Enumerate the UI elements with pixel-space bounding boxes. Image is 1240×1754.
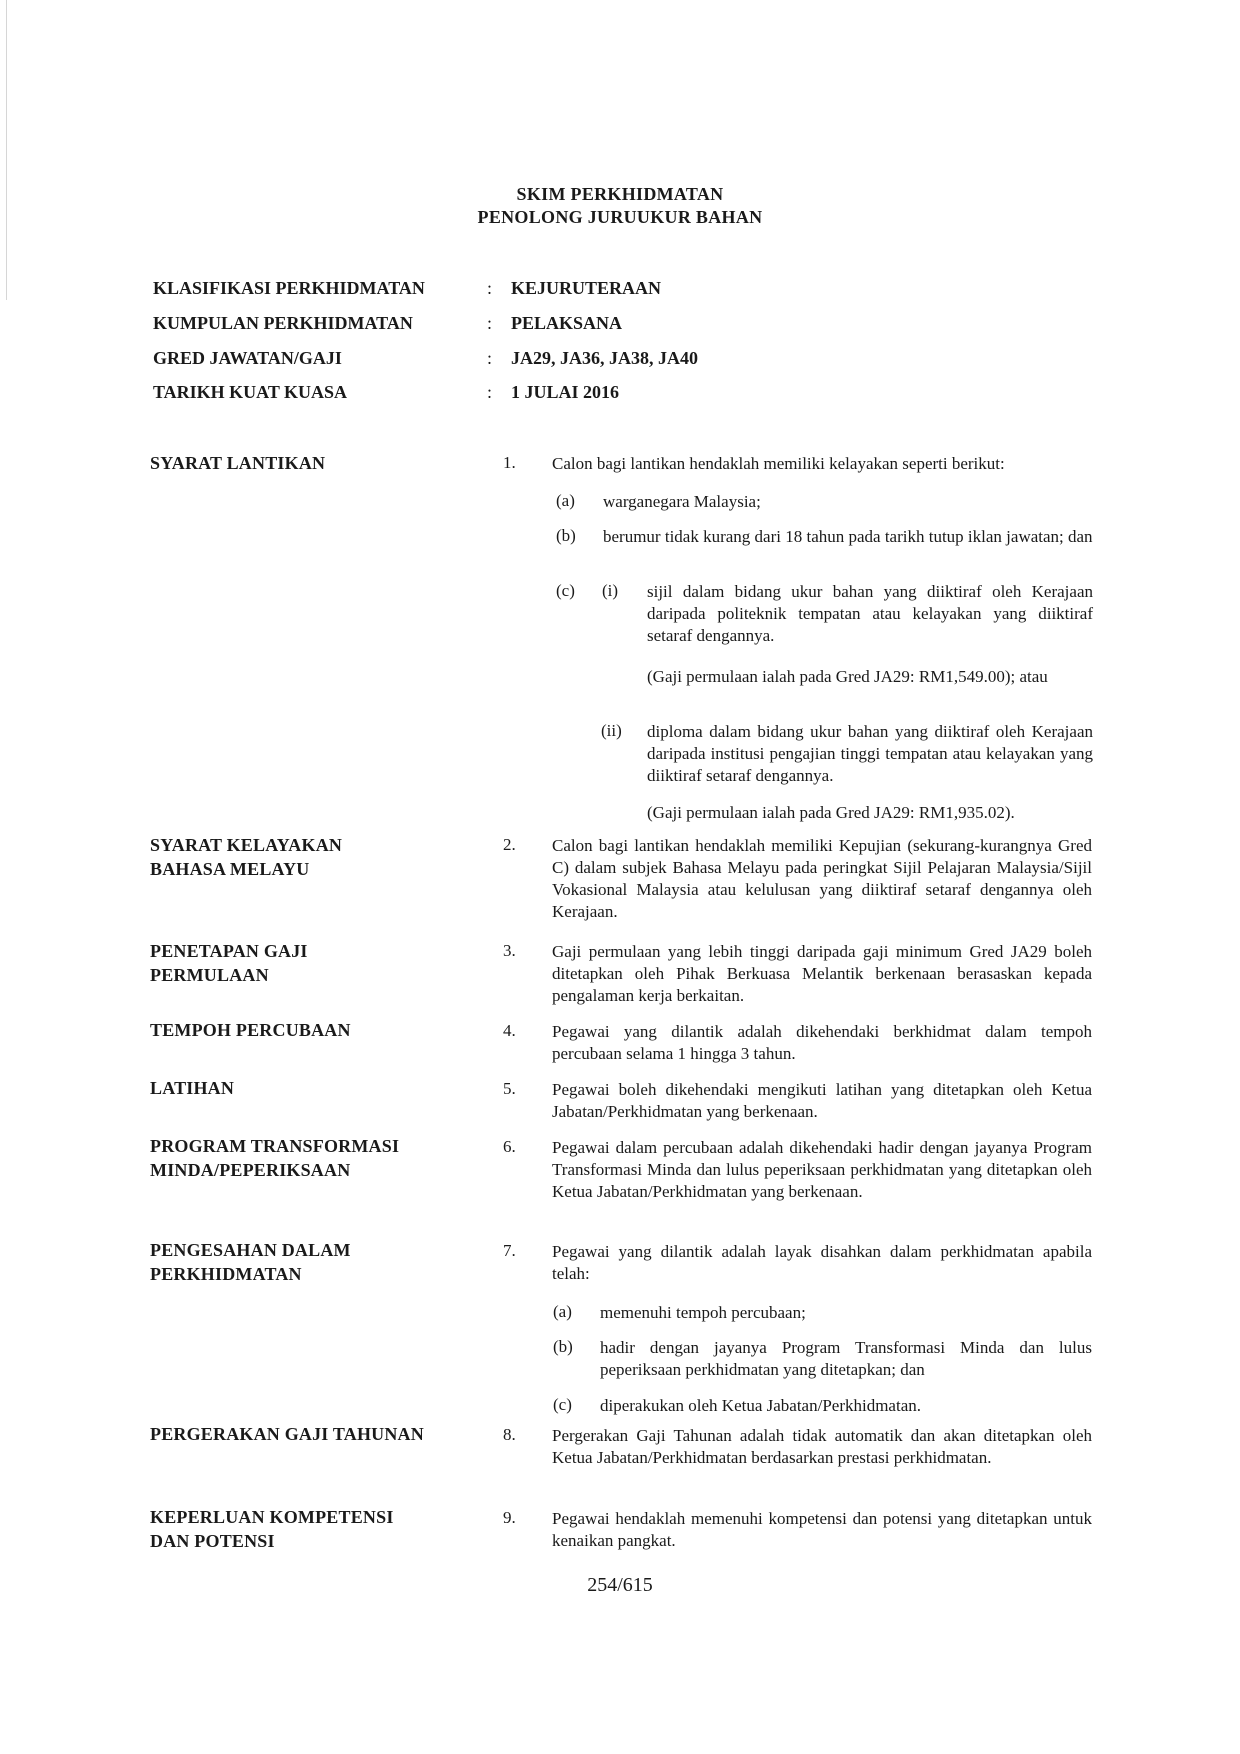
info-value: PELAKSANA (511, 313, 623, 333)
section-label-keperluan-kompetensi (150, 1505, 460, 1553)
section-label-line: SYARAT KELAYAKAN (150, 835, 343, 855)
page-number: 254/615 (587, 1574, 653, 1596)
list-marker: (a) (553, 1302, 572, 1321)
salary-note: (Gaji permulaan ialah pada Gred JA29: RM1,549.00); atau (647, 667, 1048, 686)
list-marker: (c) (553, 1395, 572, 1414)
section-label-latihan: LATIHAN (150, 1078, 235, 1098)
section-label-pengesahan (150, 1238, 460, 1286)
section-label-pergerakan-gaji: PERGERAKAN GAJI TAHUNAN (150, 1424, 424, 1444)
list-item-text: warganegara Malaysia; (603, 492, 761, 511)
info-colon: : (487, 278, 493, 298)
section-label-penetapan-gaji (150, 939, 460, 987)
section-number: 8. (503, 1425, 516, 1444)
section-number: 6. (503, 1137, 516, 1156)
info-label: GRED JAWATAN/GAJI (153, 348, 342, 368)
info-colon: : (487, 382, 493, 402)
list-marker: (b) (553, 1337, 573, 1356)
list-marker: (a) (556, 491, 575, 510)
list-item-text: hadir dengan jayanya Program Transformasi Minda dan lulus peperiksaan perkhidmatan yang ditetapkan; dan (600, 1338, 1092, 1379)
section-number: 2. (503, 835, 516, 854)
section-label-line: DAN POTENSI (150, 1531, 275, 1551)
list-marker: (c) (556, 581, 575, 600)
section-text: Pegawai hendaklah memenuhi kompetensi dan potensi yang ditetapkan untuk kenaikan pangkat. (552, 1509, 1092, 1550)
section-label-line: PENETAPAN GAJI (150, 941, 308, 961)
section-label-syarat-kelayakan (150, 833, 460, 881)
section-label-program-transformasi (150, 1134, 460, 1182)
section-number: 5. (503, 1079, 516, 1098)
list-item-text: berumur tidak kurang dari 18 tahun pada tarikh tutup iklan jawatan; dan (603, 527, 1093, 546)
section-text: Pergerakan Gaji Tahunan adalah tidak automatik dan akan ditetapkan oleh Ketua Jabatan/Perkhidmatan berdasarkan prestasi perkhidmatan. (552, 1426, 1092, 1467)
section-label-line: PENGESAHAN DALAM (150, 1240, 351, 1260)
sublist-marker: (ii) (601, 721, 622, 740)
section-label-line: PROGRAM TRANSFORMASI (150, 1136, 400, 1156)
sublist-item-text: diploma dalam bidang ukur bahan yang diiktiraf oleh Kerajaan daripada institusi pengajian tinggi tempatan atau kelayakan yang diiktiraf setaraf dengannya. (647, 722, 1093, 785)
info-colon: : (487, 313, 493, 333)
section-label-line: PERKHIDMATAN (150, 1264, 302, 1284)
list-item-text: memenuhi tempoh percubaan; (600, 1303, 806, 1322)
section-number: 3. (503, 941, 516, 960)
list-item-text: diperakukan oleh Ketua Jabatan/Perkhidmatan. (600, 1396, 921, 1415)
salary-note: (Gaji permulaan ialah pada Gred JA29: RM1,935.02). (647, 803, 1015, 822)
info-colon: : (487, 348, 493, 368)
info-value: JA29, JA36, JA38, JA40 (511, 348, 698, 368)
section-text: Pegawai yang dilantik adalah dikehendaki berkhidmat dalam tempoh percubaan selama 1 hingga 3 tahun. (552, 1022, 1092, 1063)
section-number: 9. (503, 1508, 516, 1527)
section-text: Pegawai boleh dikehendaki mengikuti latihan yang ditetapkan oleh Ketua Jabatan/Perkhidmatan yang berkenaan. (552, 1080, 1092, 1121)
section-number: 4. (503, 1021, 516, 1040)
info-label: TARIKH KUAT KUASA (153, 382, 348, 402)
scan-edge-line (6, 0, 7, 300)
section-text: Gaji permulaan yang lebih tinggi daripada gaji minimum Gred JA29 boleh ditetapkan oleh Pihak Berkuasa Melantik berkenaan berasaskan kepada pengalaman kerja berkaitan. (552, 942, 1092, 1005)
sublist-marker: (i) (602, 581, 619, 600)
section-text: Pegawai yang dilantik adalah layak disahkan dalam perkhidmatan apabila telah: (552, 1242, 1092, 1283)
section-label-line: BAHASA MELAYU (150, 859, 310, 879)
section-number: 1. (503, 453, 516, 472)
info-label: KUMPULAN PERKHIDMATAN (153, 313, 413, 333)
section-label-line: KEPERLUAN KOMPETENSI (150, 1507, 394, 1527)
sublist-item-text: sijil dalam bidang ukur bahan yang diiktiraf oleh Kerajaan daripada politeknik tempatan atau kelayakan yang diiktiraf setaraf dengannya. (647, 582, 1093, 645)
document-title-line2: PENOLONG JURUUKUR BAHAN (477, 207, 763, 227)
section-label-line: MINDA/PEPERIKSAAN (150, 1160, 351, 1180)
section-label-syarat-lantikan: SYARAT LANTIKAN (150, 453, 326, 473)
section-label-line: PERMULAAN (150, 965, 269, 985)
section-text: Calon bagi lantikan hendaklah memiliki Kepujian (sekurang-kurangnya Gred C) dalam subjek Bahasa Melayu pada peringkat Sijil Pelajaran Malaysia/Sijil Vokasional Malaysia atau kelulusan yang diiktiraf setaraf dengannya oleh Kerajaan. (552, 836, 1092, 921)
section-label-tempoh-percubaan: TEMPOH PERCUBAAN (150, 1020, 351, 1040)
section-number: 7. (503, 1241, 516, 1260)
section-text: Pegawai dalam percubaan adalah dikehendaki hadir dengan jayanya Program Transformasi Minda dan lulus peperiksaan perkhidmatan yang ditetapkan oleh Ketua Jabatan/Perkhidmatan yang berkenaan. (552, 1138, 1092, 1201)
list-marker: (b) (556, 526, 576, 545)
info-value: 1 JULAI 2016 (511, 382, 620, 402)
info-value: KEJURUTERAAN (511, 278, 662, 298)
document-title-line1: SKIM PERKHIDMATAN (516, 184, 724, 204)
info-label: KLASIFIKASI PERKHIDMATAN (153, 278, 425, 298)
section-text: Calon bagi lantikan hendaklah memiliki kelayakan seperti berikut: (552, 454, 1005, 473)
